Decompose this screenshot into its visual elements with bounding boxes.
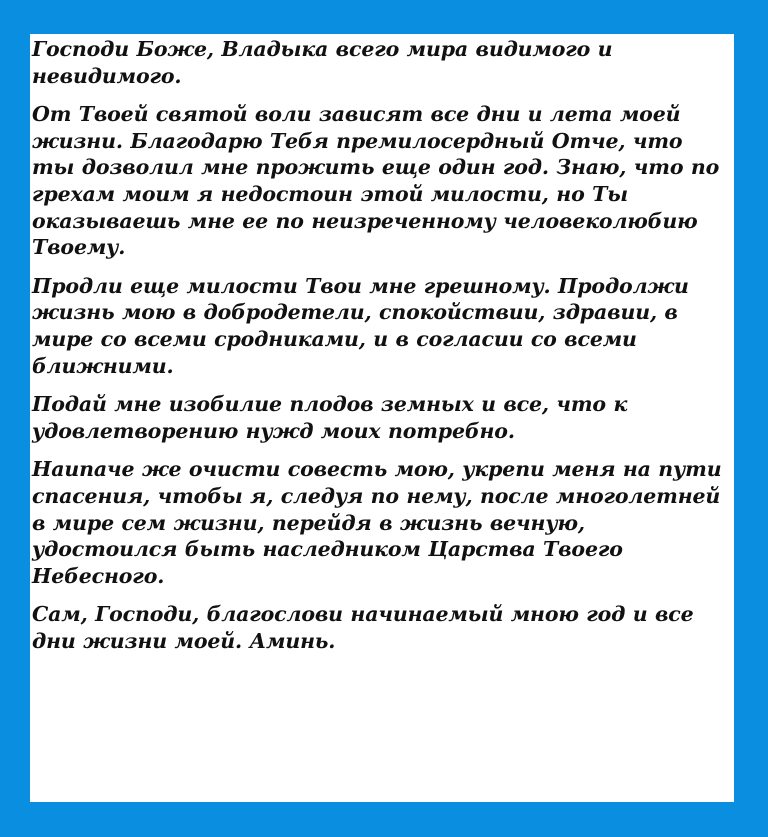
prayer-page — [30, 34, 734, 802]
paragraph-gratitude: От Твоей святой воли зависят все дни и лета моей жизни. Благодарю Тебя премилосердный Отче, что ты дозволил мне прожить еще один год. Знаю, что по грехам моим я недостоин этой милости, но Ты оказываешь мне ее по неизреченному человеколюбию Твоему. — [32, 102, 720, 260]
paragraph-invocation: Господи Боже, Владыка всего мира видимого и невидимого. — [32, 37, 613, 88]
paragraph-mercy: Продли еще милости Твои мне грешному. Продолжи жизнь мою в добродетели, спокойствии, здравии, в мире со всеми сродниками, и в согласии со всеми ближними. — [32, 273, 689, 378]
paragraph-blessing: Сам, Господи, благослови начинаемый мною год и все дни жизни моей. Аминь. — [32, 602, 694, 653]
paragraph-abundance: Подай мне изобилие плодов земных и все, что к удовлетворению нужд моих потребно. — [32, 392, 628, 443]
paragraph-conscience: Наипаче же очисти совесть мою, укрепи меня на пути спасения, чтобы я, следуя по нему, после многолетней в мире сем жизни, перейдя в жизнь вечную, удостоился быть наследником Царства Твоего Небесного. — [32, 457, 722, 588]
